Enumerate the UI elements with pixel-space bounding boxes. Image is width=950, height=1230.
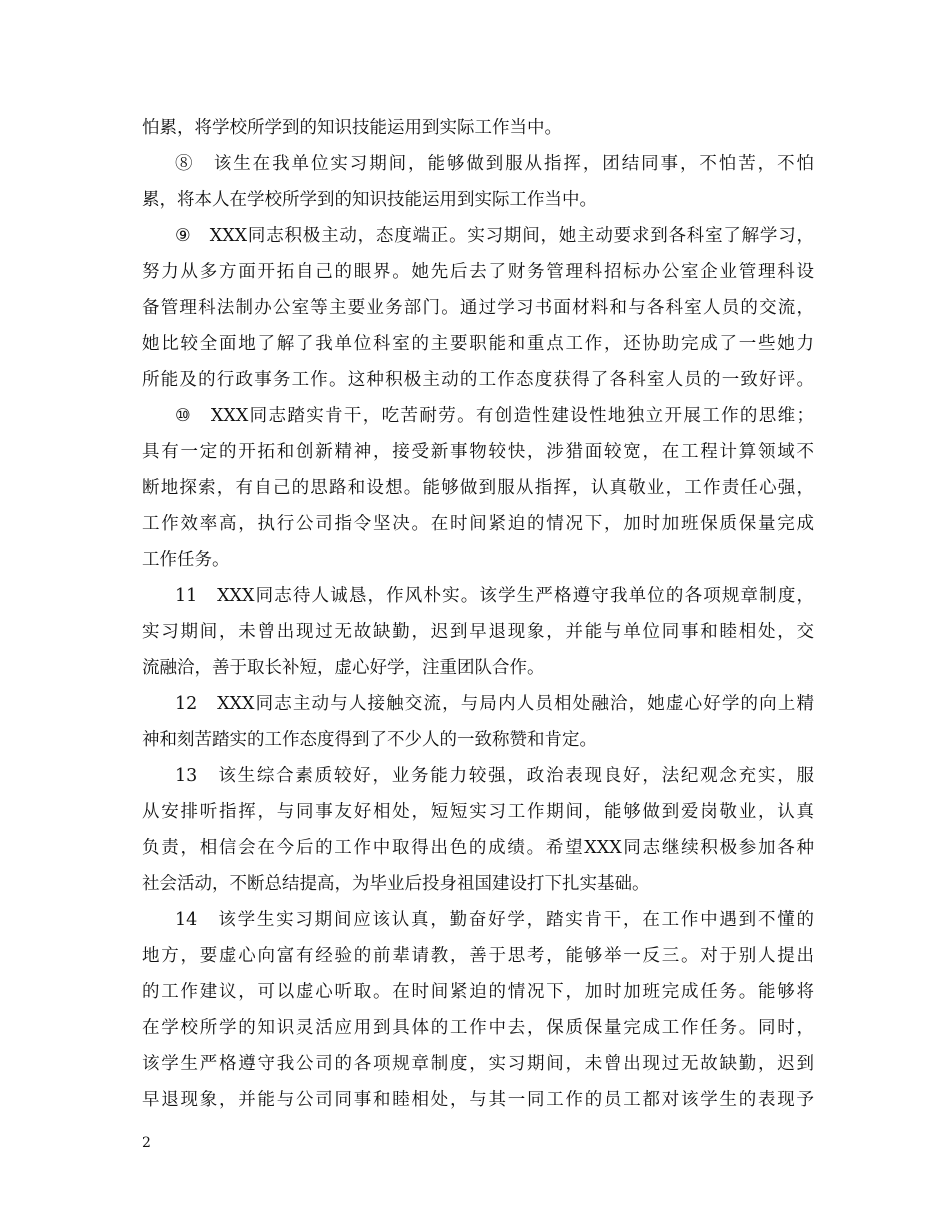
text-line: 断地探索，有自己的思路和设想。能够做到服从指挥，认真敬业，工作责任心强， [142, 478, 814, 498]
text-line: 地方，要虚心向富有经验的前辈请教，善于思考，能够举一反三。对于别人提出 [142, 946, 814, 966]
text-line: 实习期间，未曾出现过无故缺勤，迟到早退现象，并能与单位同事和睦相处，交 [142, 622, 814, 642]
text-line: 13 该生综合素质较好，业务能力较强，政治表现良好，法纪观念充实，服 [175, 766, 814, 786]
text-line: 14 该学生实习期间应该认真，勤奋好学，踏实肯干，在工作中遇到不懂的 [175, 910, 814, 930]
text-line: 早退现象，并能与公司同事和睦相处，与其一同工作的员工都对该学生的表现予 [142, 1090, 814, 1110]
text-line: ⑨ XXX同志积极主动，态度端正。实习期间，她主动要求到各科室了解学习， [175, 226, 814, 246]
paragraph-item-12 [142, 686, 814, 758]
paragraph-item-9 [142, 218, 814, 398]
text-line: ⑩ XXX同志踏实肯干，吃苦耐劳。有创造性建设性地独立开展工作的思维； [175, 406, 814, 426]
text-line: 神和刻苦踏实的工作态度得到了不少人的一致称赞和肯定。 [142, 730, 597, 750]
text-line: 社会活动，不断总结提高，为毕业后投身祖国建设打下扎实基础。 [142, 874, 650, 894]
paragraph-item-13 [142, 758, 814, 902]
text-line: 所能及的行政事务工作。这种积极主动的工作态度获得了各科室人员的一致好评。 [142, 370, 814, 390]
text-line: 工作任务。 [142, 550, 230, 570]
paragraph-continued [142, 110, 814, 146]
text-line: 该学生严格遵守我公司的各项规章制度，实习期间，未曾出现过无故缺勤，迟到 [142, 1054, 814, 1074]
text-line: 负责，相信会在今后的工作中取得出色的成绩。希望XXX同志继续积极参加各种 [142, 838, 814, 858]
text-line: 在学校所学的知识灵活应用到具体的工作中去，保质保量完成工作任务。同时， [142, 1018, 814, 1038]
document-body [142, 110, 814, 1118]
text-line: 备管理科法制办公室等主要业务部门。通过学习书面材料和与各科室人员的交流， [142, 298, 814, 318]
text-line: 她比较全面地了解了我单位科室的主要职能和重点工作，还协助完成了一些她力 [142, 334, 814, 354]
text-line: 12 XXX同志主动与人接触交流，与局内人员相处融洽，她虚心好学的向上精 [175, 694, 814, 714]
text-line: 累，将本人在学校所学到的知识技能运用到实际工作当中。 [142, 190, 597, 210]
paragraph-item-10 [142, 398, 814, 578]
text-line: 的工作建议，可以虚心听取。在时间紧迫的情况下，加时加班完成任务。能够将 [142, 982, 814, 1002]
text-line: 从安排听指挥，与同事友好相处，短短实习工作期间，能够做到爱岗敬业，认真 [142, 802, 814, 822]
text-line: 努力从多方面开拓自己的眼界。她先后去了财务管理科招标办公室企业管理科设 [142, 262, 814, 282]
text-line: 流融洽，善于取长补短，虚心好学，注重团队合作。 [142, 658, 545, 678]
page-number: 2 [142, 1135, 151, 1151]
text-line: 怕累，将学校所学到的知识技能运用到实际工作当中。 [142, 118, 562, 138]
paragraph-item-11 [142, 578, 814, 686]
paragraph-item-14 [142, 902, 814, 1118]
text-line: 具有一定的开拓和创新精神，接受新事物较快，涉猎面较宽，在工程计算领域不 [142, 442, 814, 462]
text-line: ⑧ 该生在我单位实习期间，能够做到服从指挥，团结同事，不怕苦，不怕 [175, 154, 814, 174]
paragraph-item-8 [142, 146, 814, 218]
text-line: 工作效率高，执行公司指令坚决。在时间紧迫的情况下，加时加班保质保量完成 [142, 514, 814, 534]
text-line: 11 XXX同志待人诚恳，作风朴实。该学生严格遵守我单位的各项规章制度， [175, 586, 814, 606]
